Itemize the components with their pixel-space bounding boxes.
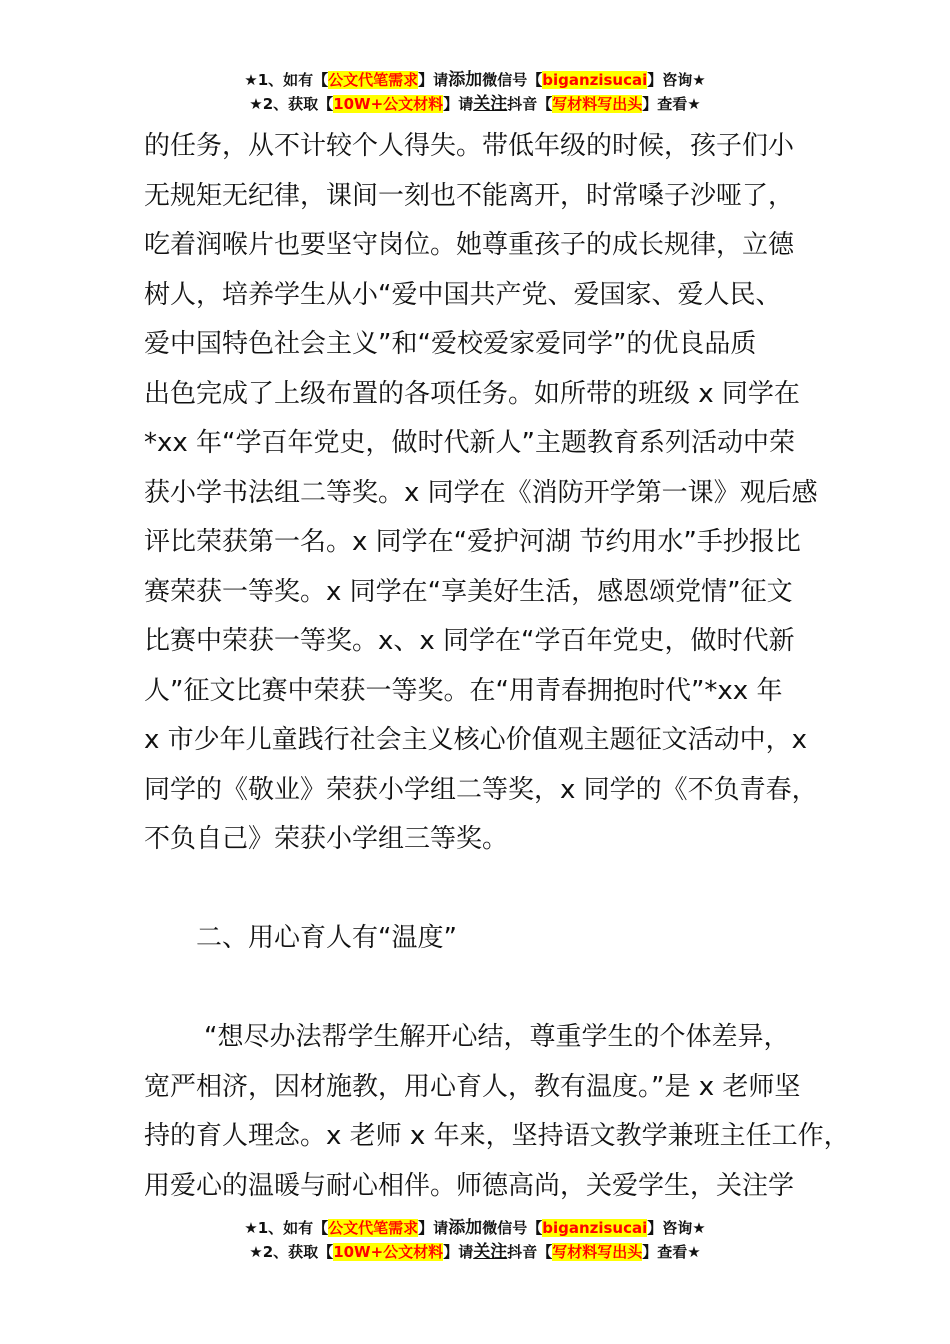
highlight-text: 公文代笔需求 [328, 71, 419, 89]
body-line: x 市少年儿童践行社会主义核心价值观主题征文活动中，x [144, 725, 808, 755]
banner-text: 抖音【 [507, 95, 553, 113]
document-body [144, 122, 850, 1211]
banner-emphasis: 添加 [448, 70, 483, 90]
banner-text: 】咨询★ [647, 1219, 706, 1237]
header-banner [0, 68, 950, 116]
highlight-text: biganzisucai [542, 1219, 648, 1237]
banner-text: ★1、如有【 [244, 1219, 329, 1237]
banner-line-1 [0, 68, 950, 92]
highlight-text: 写材料写出头 [552, 1243, 643, 1261]
banner-text: ★2、获取【 [249, 95, 334, 113]
banner-text: 】请 [443, 95, 474, 113]
body-line: 人”征文比赛中荣获一等奖。在“用青春拥抱时代”*xx 年 [144, 675, 783, 706]
banner-line-2 [0, 92, 950, 116]
body-line: 用爱心的温暖与耐心相伴。师德高尚，关爱学生，关注学 [144, 1170, 795, 1201]
highlight-text: 公文代笔需求 [328, 1219, 419, 1237]
body-line: 比赛中荣获一等奖。x、x 同学在“学百年党史，做时代新 [144, 626, 795, 656]
banner-line-1 [0, 1216, 950, 1240]
body-line: 获小学书法组二等奖。x 同学在《消防开学第一课》观后感 [144, 477, 818, 508]
section-heading: 二、用心育人有“温度” [196, 923, 457, 953]
banner-text: 】请 [418, 1219, 449, 1237]
body-line: 赛荣获一等奖。x 同学在“享美好生活，感恩颂党情”征文 [144, 576, 793, 607]
paragraph-gap [144, 964, 844, 1014]
highlight-text: 10W+公文材料 [333, 95, 444, 113]
highlight-text: 10W+公文材料 [333, 1243, 444, 1261]
banner-text: 抖音【 [507, 1243, 553, 1261]
banner-text: 】咨询★ [647, 71, 706, 89]
banner-text: 】查看★ [642, 1243, 701, 1261]
banner-emphasis: 关注 [473, 1242, 508, 1262]
banner-text: 】请 [418, 71, 449, 89]
banner-text: 微信号【 [482, 71, 543, 89]
banner-text: ★1、如有【 [244, 71, 329, 89]
body-line: 爱中国特色社会主义”和“爱校爱家爱同学”的优良品质 [144, 329, 757, 359]
body-line: *xx 年“学百年党史，做时代新人”主题教育系列活动中荣 [144, 428, 795, 458]
banner-text: 】请 [443, 1243, 474, 1261]
highlight-text: biganzisucai [542, 71, 648, 89]
banner-emphasis: 关注 [473, 94, 508, 114]
banner-text: 】查看★ [642, 95, 701, 113]
banner-emphasis: 添加 [448, 1218, 483, 1238]
body-line: “想尽办法帮学生解开心结，尊重学生的个体差异， [204, 1022, 790, 1052]
body-line: 树人，培养学生从小“爱中国共产党、爱国家、爱人民、 [144, 279, 782, 310]
body-line: 无规矩无纪律，课间一刻也不能离开，时常嗓子沙哑了， [144, 180, 795, 211]
body-line: 出色完成了上级布置的各项任务。如所带的班级 x 同学在 [144, 378, 800, 409]
body-line: 评比荣获第一名。x 同学在“爱护河湖 节约用水”手抄报比 [144, 527, 801, 557]
banner-line-2 [0, 1240, 950, 1264]
banner-text: 微信号【 [482, 1219, 543, 1237]
highlight-text: 写材料写出头 [552, 95, 643, 113]
banner-text: ★2、获取【 [249, 1243, 334, 1261]
body-line: 不负自己》荣获小学组三等奖。 [144, 824, 509, 854]
body-line: 的任务，从不计较个人得失。带低年级的时候，孩子们小 [144, 131, 795, 161]
body-line: 吃着润喉片也要坚守岗位。她尊重孩子的成长规律，立德 [144, 230, 795, 260]
body-line: 宽严相济，因材施教，用心育人，教有温度。”是 x 老师坚 [144, 1071, 801, 1102]
paragraph-gap [144, 865, 844, 915]
body-line: 持的育人理念。x 老师 x 年来，坚持语文教学兼班主任工作， [144, 1121, 850, 1151]
body-line: 同学的《敬业》荣获小学组二等奖，x 同学的《不负青春， [144, 774, 818, 805]
footer-banner [0, 1216, 950, 1264]
